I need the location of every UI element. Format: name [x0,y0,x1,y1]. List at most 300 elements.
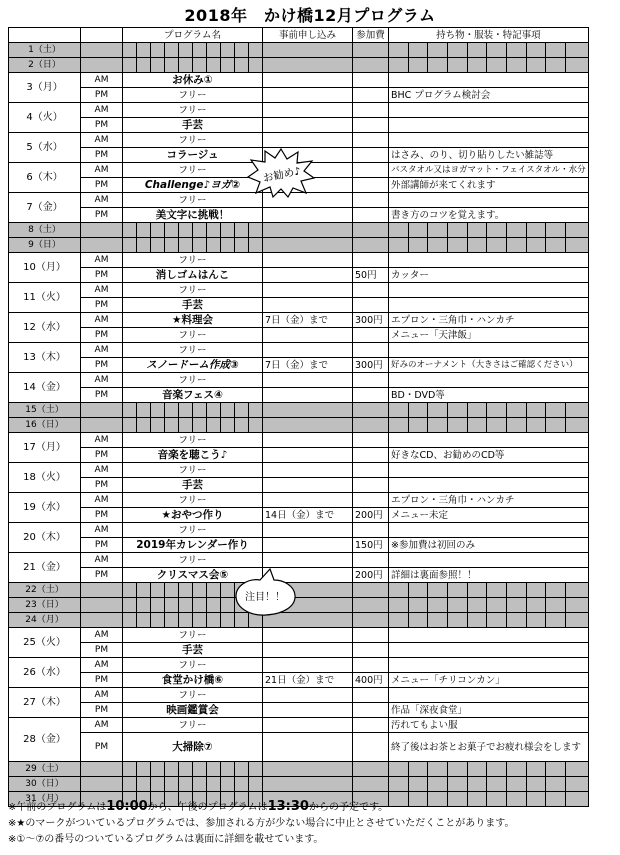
schedule-row [9,73,589,88]
program-name: フリー [123,88,263,103]
fee [353,103,389,118]
schedule-row [9,373,589,388]
empty-cell [467,418,487,433]
day-cell: 13（木） [9,343,81,373]
weekend-row [9,777,589,792]
schedule-row [9,433,589,448]
empty-cell [123,403,137,418]
fee [353,133,389,148]
item-notes: 外部講師が来てくれます [389,178,589,193]
day-cell: 11（火） [9,283,81,313]
schedule-row [9,733,589,762]
fee [353,343,389,358]
slot-label: AM [81,658,123,673]
empty-cell [566,418,589,433]
empty-cell [207,223,221,238]
program-name: フリー [123,433,263,448]
schedule-row [9,628,589,643]
schedule-row [9,253,589,268]
empty-cell [221,223,235,238]
fee [353,463,389,478]
empty-cell [507,43,527,58]
schedule-row [9,388,589,403]
empty-cell [193,403,207,418]
empty-cell [353,777,389,792]
empty-cell [389,762,409,777]
empty-cell [507,613,527,628]
slot-label: AM [81,553,123,568]
advance-deadline [263,523,353,538]
empty-cell [193,223,207,238]
day-cell: 6（木） [9,163,81,193]
item-notes [389,118,589,133]
program-name: フリー [123,103,263,118]
empty-cell [263,777,353,792]
empty-cell [151,238,165,253]
slot-label: AM [81,163,123,178]
empty-cell [137,403,151,418]
empty-cell [428,583,448,598]
day-cell: 18（火） [9,463,81,493]
empty-cell [137,598,151,613]
program-name: 手芸 [123,118,263,133]
empty-cell [123,43,137,58]
fee [353,163,389,178]
empty-cell [235,403,249,418]
slot-label: PM [81,268,123,283]
empty-cell [165,223,179,238]
empty-cell [221,777,235,792]
empty-cell [566,238,589,253]
empty-cell [249,43,263,58]
empty-cell [353,238,389,253]
fee [353,553,389,568]
empty-cell [193,238,207,253]
empty-cell [179,762,193,777]
item-notes [389,658,589,673]
program-name: フリー [123,658,263,673]
item-notes: エプロン・三角巾・ハンカチ [389,493,589,508]
advance-deadline [263,553,353,568]
empty-cell [408,762,428,777]
slot-label: AM [81,343,123,358]
slot-label: AM [81,133,123,148]
empty-cell [526,613,546,628]
fee: 400円 [353,673,389,688]
program-name: 音楽フェス④ [123,388,263,403]
item-notes [389,103,589,118]
empty-cell [526,777,546,792]
empty-cell [428,762,448,777]
item-notes [389,478,589,493]
advance-deadline [263,268,353,283]
slot-label: AM [81,313,123,328]
program-name: フリー [123,688,263,703]
empty-cell [193,598,207,613]
empty-cell [165,418,179,433]
schedule-row [9,538,589,553]
empty-cell [526,583,546,598]
empty-cell [526,58,546,73]
empty-cell [81,598,123,613]
empty-cell [526,792,546,807]
advance-deadline [263,433,353,448]
day-cell: 19（水） [9,493,81,523]
schedule-table [8,27,589,807]
empty-cell [546,583,566,598]
empty-cell [165,762,179,777]
empty-cell [353,418,389,433]
empty-cell [389,403,409,418]
program-name: フリー [123,553,263,568]
empty-cell [428,418,448,433]
empty-cell [221,403,235,418]
advance-deadline [263,298,353,313]
weekend-row [9,238,589,253]
empty-cell [566,598,589,613]
empty-cell [221,418,235,433]
empty-cell [566,613,589,628]
weekend-row [9,418,589,433]
header-program: プログラム名 [123,28,263,43]
program-name: フリー [123,628,263,643]
empty-cell [428,58,448,73]
schedule-row [9,718,589,733]
empty-cell [507,583,527,598]
empty-cell [353,762,389,777]
fee: 300円 [353,358,389,373]
item-notes: 終了後はお茶とお菓子でお疲れ様会をします [389,733,589,762]
empty-cell [546,223,566,238]
day-cell: 30（日） [9,777,81,792]
footnotes [8,799,514,848]
item-notes [389,463,589,478]
empty-cell [249,418,263,433]
schedule-row [9,508,589,523]
program-name: コラージュ [123,148,263,163]
empty-cell [151,223,165,238]
fee [353,733,389,762]
empty-cell [179,613,193,628]
fee [353,253,389,268]
day-cell: 22（土） [9,583,81,598]
item-notes: バスタオル又はヨガマット・フェイスタオル・水分 [389,163,589,178]
empty-cell [151,583,165,598]
advance-deadline [263,283,353,298]
fee [353,448,389,463]
empty-cell [137,762,151,777]
advance-deadline [263,628,353,643]
fee: 300円 [353,313,389,328]
program-name: 手芸 [123,478,263,493]
empty-cell [467,403,487,418]
empty-cell [408,613,428,628]
empty-cell [353,403,389,418]
fee: 50円 [353,268,389,283]
empty-cell [428,598,448,613]
header-row [9,28,589,43]
program-name: フリー [123,328,263,343]
day-cell: 5（水） [9,133,81,163]
day-cell: 7（金） [9,193,81,223]
advance-deadline [263,73,353,88]
note-star: ※★のマークがついているプログラムでは、参加される方が少ない場合に中止とさせていただくことがあります。 [8,818,515,829]
day-cell: 25（火） [9,628,81,658]
empty-cell [137,777,151,792]
empty-cell [123,613,137,628]
empty-cell [546,418,566,433]
empty-cell [526,43,546,58]
weekend-row [9,762,589,777]
day-cell: 3（月） [9,73,81,103]
empty-cell [263,58,353,73]
empty-cell [221,762,235,777]
fee [353,493,389,508]
empty-cell [207,43,221,58]
empty-cell [487,598,507,613]
empty-cell [408,223,428,238]
program-name: Challenge♪ヨガ② [123,178,263,193]
advance-deadline [263,328,353,343]
item-notes: メニュー「チリコンカン」 [389,673,589,688]
empty-cell [207,58,221,73]
empty-cell [566,583,589,598]
empty-cell [389,598,409,613]
empty-cell [151,777,165,792]
day-cell: 26（水） [9,658,81,688]
empty-cell [428,43,448,58]
schedule-row [9,493,589,508]
empty-cell [249,223,263,238]
empty-cell [389,613,409,628]
day-cell: 31（月） [9,792,81,807]
empty-cell [151,613,165,628]
empty-cell [467,598,487,613]
empty-cell [207,598,221,613]
slot-label: AM [81,463,123,478]
schedule-row [9,118,589,133]
fee [353,208,389,223]
empty-cell [193,613,207,628]
empty-cell [389,43,409,58]
advance-deadline [263,343,353,358]
schedule-row [9,703,589,718]
empty-cell [487,223,507,238]
empty-cell [81,777,123,792]
empty-cell [263,238,353,253]
header-items: 持ち物・服装・特記事項 [389,28,589,43]
schedule-row [9,673,589,688]
empty-cell [467,613,487,628]
day-cell: 24（月） [9,613,81,628]
empty-cell [546,762,566,777]
program-name: 2019年カレンダー作り [123,538,263,553]
schedule-row [9,478,589,493]
item-notes [389,298,589,313]
empty-cell [566,43,589,58]
day-cell: 1（土） [9,43,81,58]
schedule-row [9,658,589,673]
empty-cell [81,238,123,253]
empty-cell [179,223,193,238]
empty-cell [408,583,428,598]
empty-cell [428,223,448,238]
weekend-row [9,223,589,238]
slot-label: AM [81,628,123,643]
empty-cell [123,598,137,613]
item-notes: 書き方のコツを覚えます。 [389,208,589,223]
day-cell: 10（月） [9,253,81,283]
empty-cell [179,583,193,598]
program-name: 美文字に挑戦！ [123,208,263,223]
empty-cell [235,762,249,777]
schedule-row [9,463,589,478]
slot-label: PM [81,388,123,403]
slot-label: PM [81,148,123,163]
day-cell: 4（火） [9,103,81,133]
empty-cell [137,613,151,628]
fee [353,148,389,163]
empty-cell [507,762,527,777]
empty-cell [81,223,123,238]
empty-cell [487,403,507,418]
item-notes [389,193,589,208]
slot-label: PM [81,328,123,343]
slot-label: PM [81,208,123,223]
empty-cell [137,223,151,238]
schedule-row [9,643,589,658]
day-cell: 23（日） [9,598,81,613]
empty-cell [249,238,263,253]
program-name: フリー [123,523,263,538]
empty-cell [546,777,566,792]
item-notes [389,553,589,568]
advance-deadline [263,388,353,403]
empty-cell [123,223,137,238]
fee [353,388,389,403]
schedule-row [9,283,589,298]
item-notes: 詳細は裏面参照！！ [389,568,589,583]
empty-cell [448,43,468,58]
empty-cell [487,613,507,628]
day-cell: 14（金） [9,373,81,403]
advance-deadline [263,538,353,553]
empty-cell [566,777,589,792]
fee [353,688,389,703]
empty-cell [526,238,546,253]
program-name: お休み① [123,73,263,88]
empty-cell [193,762,207,777]
slot-label: PM [81,298,123,313]
empty-cell [165,777,179,792]
empty-cell [235,777,249,792]
empty-cell [546,58,566,73]
empty-cell [81,418,123,433]
header-advance: 事前申し込み [263,28,353,43]
advance-deadline: 7日（金）まで [263,358,353,373]
page-title: 2018年 かけ橋12月プログラム [184,6,436,25]
item-notes [389,253,589,268]
day-cell: 21（金） [9,553,81,583]
schedule-row [9,688,589,703]
empty-cell [487,777,507,792]
day-cell: 15（土） [9,403,81,418]
empty-cell [151,418,165,433]
fee [353,643,389,658]
empty-cell [179,238,193,253]
advance-deadline [263,448,353,463]
slot-label: PM [81,568,123,583]
schedule-row [9,358,589,373]
empty-cell [507,238,527,253]
slot-label: AM [81,73,123,88]
program-name: フリー [123,163,263,178]
empty-cell [467,58,487,73]
empty-cell [389,223,409,238]
slot-label: PM [81,88,123,103]
fee [353,328,389,343]
item-notes: はさみ、のり、切り貼りしたい雑誌等 [389,148,589,163]
empty-cell [428,777,448,792]
empty-cell [221,58,235,73]
empty-cell [207,762,221,777]
empty-cell [448,418,468,433]
program-name: 映画鑑賞会 [123,703,263,718]
empty-cell [263,403,353,418]
item-notes: BHC プログラム検討会 [389,88,589,103]
item-notes [389,523,589,538]
program-name: 音楽を聴こう♪ [123,448,263,463]
schedule-row [9,103,589,118]
empty-cell [408,238,428,253]
empty-cell [408,58,428,73]
item-notes [389,373,589,388]
empty-cell [507,598,527,613]
slot-label: AM [81,433,123,448]
advance-deadline [263,253,353,268]
program-name: フリー [123,373,263,388]
empty-cell [448,403,468,418]
empty-cell [81,762,123,777]
empty-cell [81,58,123,73]
empty-cell [546,238,566,253]
pm-start-time: 13:30 [267,799,309,814]
empty-cell [353,613,389,628]
slot-label: PM [81,673,123,688]
empty-cell [448,762,468,777]
slot-label: AM [81,523,123,538]
empty-cell [408,403,428,418]
day-cell: 29（土） [9,762,81,777]
empty-cell [207,583,221,598]
empty-cell [235,238,249,253]
item-notes: エプロン・三角巾・ハンカチ [389,313,589,328]
empty-cell [448,777,468,792]
schedule-row [9,313,589,328]
attention-bubble [230,568,302,622]
empty-cell [526,762,546,777]
slot-label: AM [81,103,123,118]
advance-deadline [263,103,353,118]
attention-text: 注目！！ [245,592,285,603]
empty-cell [526,418,546,433]
day-cell: 9（日） [9,238,81,253]
fee: 200円 [353,568,389,583]
item-notes: カッター [389,268,589,283]
schedule-row [9,268,589,283]
schedule-row [9,448,589,463]
advance-deadline [263,478,353,493]
